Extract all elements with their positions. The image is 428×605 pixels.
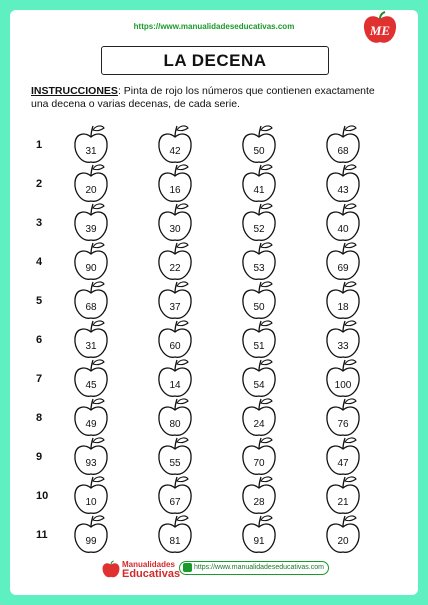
- footer-brand-top: Manualidades: [122, 560, 175, 569]
- row-number: 3: [36, 217, 43, 229]
- apple-icon: [321, 317, 365, 361]
- apple-icon: [69, 434, 113, 478]
- apple-icon: [321, 200, 365, 244]
- apple-number: 47: [337, 458, 349, 469]
- apple-cell[interactable]: [153, 395, 197, 439]
- apple-number: 93: [85, 458, 97, 469]
- apple-number: 51: [253, 341, 265, 352]
- apple-number: 53: [253, 263, 265, 274]
- footer-url[interactable]: [179, 561, 329, 575]
- apple-icon: [321, 473, 365, 517]
- apple-cell[interactable]: [153, 473, 197, 517]
- apple-number: 43: [337, 185, 349, 196]
- apple-number: 55: [169, 458, 181, 469]
- apple-number: 10: [85, 497, 97, 508]
- apple-cell[interactable]: [321, 473, 365, 517]
- apple-number: 91: [253, 536, 265, 547]
- apple-icon: [69, 278, 113, 322]
- apple-number: 69: [337, 263, 349, 274]
- apple-cell[interactable]: [153, 278, 197, 322]
- apple-cell[interactable]: [153, 434, 197, 478]
- apple-icon: [153, 434, 197, 478]
- instructions-text: : Pinta de rojo los números que contienen exactamente una decena o varias decenas, de cada serie.: [31, 85, 375, 110]
- apple-number: 20: [85, 185, 97, 196]
- apple-icon: [321, 122, 365, 166]
- row-number: 4: [36, 256, 43, 268]
- apple-cell[interactable]: [69, 473, 113, 517]
- apple-number: 68: [337, 146, 349, 157]
- apple-icon: [321, 434, 365, 478]
- apple-cell[interactable]: [69, 161, 113, 205]
- apple-cell[interactable]: [69, 356, 113, 400]
- apple-cell[interactable]: [153, 161, 197, 205]
- apple-number: 45: [85, 380, 97, 391]
- apple-icon: [237, 239, 281, 283]
- apple-cell[interactable]: [153, 200, 197, 244]
- apple-cell[interactable]: [321, 434, 365, 478]
- apple-cell[interactable]: [237, 239, 281, 283]
- apple-icon: [237, 317, 281, 361]
- apple-icon: [237, 200, 281, 244]
- apple-number: 81: [169, 536, 181, 547]
- apple-number: 14: [169, 380, 181, 391]
- brand-logo-icon: [361, 11, 399, 52]
- apple-cell[interactable]: [69, 122, 113, 166]
- apple-icon: [69, 512, 113, 556]
- apple-cell[interactable]: [69, 200, 113, 244]
- apple-icon: [237, 122, 281, 166]
- apple-number: 60: [169, 341, 181, 352]
- apple-icon: [153, 161, 197, 205]
- apple-number: 70: [253, 458, 265, 469]
- apple-number: 42: [169, 146, 181, 157]
- row-number: 8: [36, 412, 43, 424]
- apple-number: 40: [337, 224, 349, 235]
- apple-cell[interactable]: [69, 317, 113, 361]
- apple-icon: [153, 473, 197, 517]
- apple-icon: [153, 395, 197, 439]
- apple-number: 31: [85, 341, 97, 352]
- apple-number: 54: [253, 380, 265, 391]
- apple-cell[interactable]: [321, 512, 365, 556]
- apple-icon: [69, 473, 113, 517]
- apple-number: 41: [253, 185, 265, 196]
- row-number: 2: [36, 178, 43, 190]
- row-number: 6: [36, 334, 43, 346]
- apple-cell[interactable]: [69, 239, 113, 283]
- apple-number: 33: [337, 341, 349, 352]
- apple-icon: [153, 356, 197, 400]
- row-number: 9: [36, 451, 43, 463]
- apple-cell[interactable]: [237, 200, 281, 244]
- apple-number: 49: [85, 419, 97, 430]
- apple-number: 24: [253, 419, 265, 430]
- row-number: 7: [36, 373, 43, 385]
- instructions: [31, 85, 386, 111]
- apple-icon: [321, 395, 365, 439]
- apple-cell[interactable]: [321, 239, 365, 283]
- logo-text: ME: [369, 23, 391, 38]
- footer-url-text: https://www.manualidadeseducativas.com: [194, 564, 324, 571]
- apple-number: 67: [169, 497, 181, 508]
- apple-number: 76: [337, 419, 349, 430]
- apple-icon: [321, 356, 365, 400]
- apple-number: 22: [169, 263, 181, 274]
- row-number: 1: [36, 139, 43, 151]
- apple-cell[interactable]: [321, 395, 365, 439]
- apple-number: 37: [169, 302, 181, 313]
- apple-icon: [69, 161, 113, 205]
- apple-icon: [69, 122, 113, 166]
- apple-icon: [237, 356, 281, 400]
- apple-number: 31: [85, 146, 97, 157]
- apple-icon: [153, 278, 197, 322]
- apple-icon: [153, 122, 197, 166]
- apple-icon: [321, 512, 365, 556]
- apple-number: 18: [337, 302, 349, 313]
- apple-cell[interactable]: [321, 200, 365, 244]
- apple-icon: [237, 473, 281, 517]
- page-title: LA DECENA: [101, 46, 329, 75]
- apple-number: 52: [253, 224, 265, 235]
- lock-icon: [183, 563, 192, 572]
- header-url: https://www.manualidadeseducativas.com: [133, 22, 295, 31]
- apple-icon: [69, 317, 113, 361]
- apple-icon: [153, 239, 197, 283]
- apple-number: 30: [169, 224, 181, 235]
- apple-number: 99: [85, 536, 97, 547]
- row-number: 11: [36, 529, 48, 541]
- apple-icon: [69, 395, 113, 439]
- apple-cell[interactable]: [69, 278, 113, 322]
- apple-cell[interactable]: [237, 317, 281, 361]
- apple-cell[interactable]: [321, 122, 365, 166]
- apple-cell[interactable]: [237, 278, 281, 322]
- apple-number: 28: [253, 497, 265, 508]
- apple-cell[interactable]: [153, 512, 197, 556]
- apple-cell[interactable]: [237, 473, 281, 517]
- apple-icon: [237, 395, 281, 439]
- apple-number: 16: [169, 185, 181, 196]
- apple-cell[interactable]: [237, 161, 281, 205]
- footer-logo-icon: [101, 560, 121, 580]
- row-number: 10: [36, 490, 49, 502]
- apple-number: 20: [337, 536, 349, 547]
- apple-cell[interactable]: [321, 278, 365, 322]
- apple-cell[interactable]: [153, 356, 197, 400]
- instructions-heading: INSTRUCCIONES: [31, 85, 118, 97]
- apple-cell[interactable]: [237, 434, 281, 478]
- apple-cell[interactable]: [69, 434, 113, 478]
- apple-cell[interactable]: [153, 122, 197, 166]
- apple-icon: [153, 512, 197, 556]
- apple-cell[interactable]: [237, 395, 281, 439]
- footer-brand-bottom: Educativas: [122, 568, 181, 580]
- apple-icon: [237, 278, 281, 322]
- apple-number: 50: [253, 146, 265, 157]
- apple-icon: [153, 317, 197, 361]
- apple-cell[interactable]: [321, 161, 365, 205]
- apple-icon: [237, 434, 281, 478]
- apple-cell[interactable]: [153, 317, 197, 361]
- apple-cell[interactable]: [153, 239, 197, 283]
- apple-cell[interactable]: [237, 122, 281, 166]
- apple-cell[interactable]: [237, 356, 281, 400]
- apple-number: 80: [169, 419, 181, 430]
- apple-icon: [321, 278, 365, 322]
- apple-cell[interactable]: [321, 356, 365, 400]
- apple-icon: [69, 356, 113, 400]
- apple-cell[interactable]: [69, 512, 113, 556]
- apple-cell[interactable]: [237, 512, 281, 556]
- apple-icon: [153, 200, 197, 244]
- apple-number: 39: [85, 224, 97, 235]
- apple-icon: [69, 239, 113, 283]
- apple-icon: [321, 161, 365, 205]
- apple-icon: [237, 512, 281, 556]
- apple-icon: [321, 239, 365, 283]
- apple-number: 90: [85, 263, 97, 274]
- apple-icon: [237, 161, 281, 205]
- apple-number: 21: [337, 497, 349, 508]
- apple-cell[interactable]: [69, 395, 113, 439]
- apple-number: 68: [85, 302, 97, 313]
- apple-number: 100: [334, 380, 352, 391]
- apple-number: 50: [253, 302, 265, 313]
- apple-icon: [69, 200, 113, 244]
- row-number: 5: [36, 295, 43, 307]
- apple-cell[interactable]: [321, 317, 365, 361]
